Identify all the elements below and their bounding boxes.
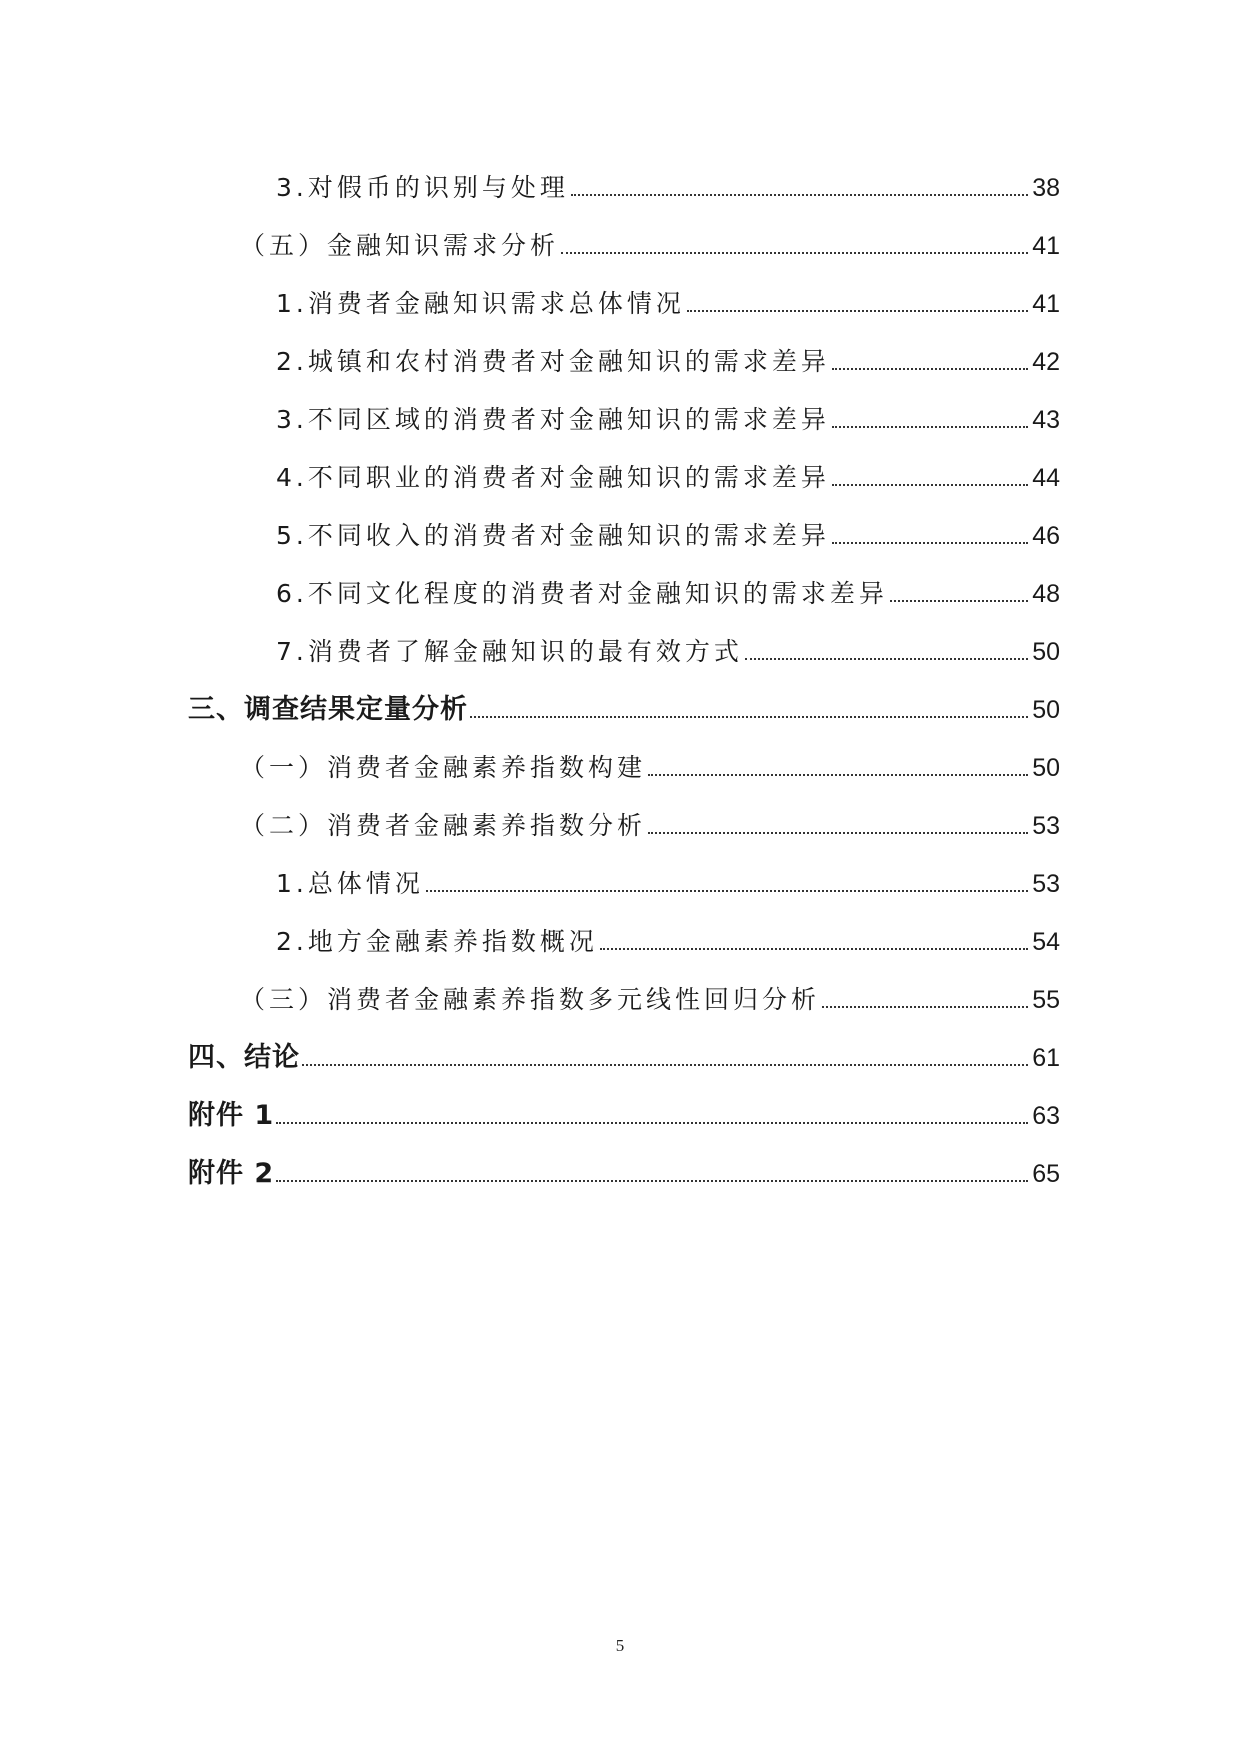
toc-entry[interactable]: [188, 1030, 1060, 1074]
toc-dot-leader: [302, 1064, 1028, 1066]
toc-entry-title: （二）消费者金融素养指数分析: [240, 811, 647, 840]
toc-entry[interactable]: [276, 392, 1060, 436]
toc-entry-title: 7.消费者了解金融知识的最有效方式: [276, 637, 743, 666]
toc-dot-leader: [648, 832, 1028, 834]
toc-entry-page: 43: [1032, 406, 1060, 434]
toc-entry-page: 53: [1032, 812, 1060, 840]
toc-entry-title: 2.地方金融素养指数概况: [276, 927, 598, 956]
toc-entry-title: （三）消费者金融素养指数多元线性回归分析: [240, 985, 821, 1014]
toc-entry[interactable]: [240, 972, 1060, 1016]
toc-entry-title: 3.不同区域的消费者对金融知识的需求差异: [276, 405, 830, 434]
toc-dot-leader: [470, 716, 1028, 718]
toc-entry-title: 6.不同文化程度的消费者对金融知识的需求差异: [276, 579, 888, 608]
toc-entry-page: 48: [1032, 580, 1060, 608]
toc-entry-page: 50: [1032, 696, 1060, 724]
toc-entry-page: 46: [1032, 522, 1060, 550]
toc-entry-title: 1.消费者金融知识需求总体情况: [276, 289, 685, 318]
toc-entry-title: 附件 1: [188, 1100, 275, 1131]
toc-entry-title: 附件 2: [188, 1158, 275, 1189]
toc-dot-leader: [832, 368, 1028, 370]
toc-dot-leader: [890, 600, 1028, 602]
toc-entry[interactable]: [276, 914, 1060, 958]
toc-entry[interactable]: [276, 450, 1060, 494]
toc-entry[interactable]: [240, 798, 1060, 842]
toc-dot-leader: [571, 194, 1028, 196]
toc-entry[interactable]: [276, 276, 1060, 320]
toc-entry-page: 50: [1032, 754, 1060, 782]
toc-entry[interactable]: [240, 218, 1060, 262]
toc-entry-page: 41: [1032, 290, 1060, 318]
toc-dot-leader: [276, 1180, 1028, 1182]
toc-dot-leader: [745, 658, 1028, 660]
toc-dot-leader: [832, 484, 1028, 486]
toc-dot-leader: [561, 252, 1028, 254]
toc-entry-title: 3.对假币的识别与处理: [276, 173, 569, 202]
toc-entry[interactable]: [276, 566, 1060, 610]
toc-entry[interactable]: [276, 508, 1060, 552]
toc-entry-page: 65: [1032, 1160, 1060, 1188]
toc-entry-title: 4.不同职业的消费者对金融知识的需求差异: [276, 463, 830, 492]
toc-dot-leader: [276, 1122, 1028, 1124]
toc-entry-page: 54: [1032, 928, 1060, 956]
toc-entry-title: （五）金融知识需求分析: [240, 231, 560, 260]
toc-entry-title: 三、调查结果定量分析: [188, 694, 468, 725]
toc-entry-page: 44: [1032, 464, 1060, 492]
toc-entry-title: 四、结论: [188, 1042, 300, 1073]
toc-entry-page: 53: [1032, 870, 1060, 898]
toc-entry-page: 61: [1032, 1044, 1060, 1072]
toc-entry[interactable]: [188, 1088, 1060, 1132]
toc-entry-page: 63: [1032, 1102, 1060, 1130]
toc-dot-leader: [687, 310, 1028, 312]
toc-entry-page: 50: [1032, 638, 1060, 666]
toc-entry-title: 5.不同收入的消费者对金融知识的需求差异: [276, 521, 830, 550]
toc-dot-leader: [648, 774, 1028, 776]
toc-entry-page: 42: [1032, 348, 1060, 376]
toc-entry[interactable]: [240, 740, 1060, 784]
page-number: 5: [615, 1636, 625, 1655]
toc-entry[interactable]: [276, 856, 1060, 900]
toc-entry-title: （一）消费者金融素养指数构建: [240, 753, 647, 782]
toc-entry-page: 41: [1032, 232, 1060, 260]
toc-entry[interactable]: [276, 624, 1060, 668]
toc-dot-leader: [822, 1006, 1028, 1008]
toc-entry[interactable]: [188, 1146, 1060, 1190]
toc-entry-page: 38: [1032, 174, 1060, 202]
toc-entry[interactable]: [188, 682, 1060, 726]
toc-entry[interactable]: [276, 334, 1060, 378]
toc-entry-title: 2.城镇和农村消费者对金融知识的需求差异: [276, 347, 830, 376]
toc-dot-leader: [600, 948, 1028, 950]
toc-dot-leader: [426, 890, 1028, 892]
toc-entry-title: 1.总体情况: [276, 869, 424, 898]
toc-dot-leader: [832, 542, 1028, 544]
toc-dot-leader: [832, 426, 1028, 428]
toc-entry-page: 55: [1032, 986, 1060, 1014]
toc-entry[interactable]: [276, 160, 1060, 204]
